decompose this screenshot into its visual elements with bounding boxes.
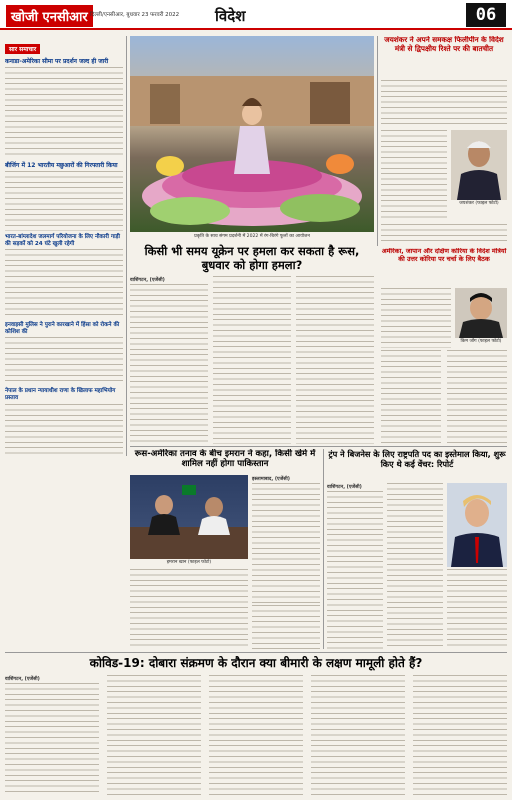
covid-text-col-3	[209, 675, 303, 795]
brief-item-title: बीजिंग में 12 भारतीय मछुआरों की गिरफ्तारी किया	[5, 162, 118, 169]
brief-item-text	[5, 67, 123, 159]
lead-text-col-3	[296, 276, 374, 444]
brief-item-title: कनाडा-अमेरिका सीमा पर प्रदर्शन जल्द ही जारी	[5, 58, 109, 65]
person-portrait-illustration	[447, 483, 507, 567]
flower-woman-illustration	[130, 36, 374, 232]
jaishankar-photo	[451, 130, 507, 200]
brief-item-title: इनवाइसी मुलिस ने पुराने कारखाने में हिंसा को रोकने की कोशिश की	[5, 322, 120, 335]
pakistan-text	[252, 605, 320, 649]
pakistan-headline: रूस-अमेरिका तनाव के बीच इमरान ने कहा, किसी खेमे में शामिल नहीं होगा पाकिस्तान	[134, 449, 316, 470]
korea-text	[381, 350, 441, 444]
trump-photo	[447, 483, 507, 567]
trump-text	[447, 569, 507, 649]
jaishankar-headline: जयशंकर ने अपने समकक्ष फिलीपीन के विदेश मंत्री से द्विपक्षीय रिश्ते पर की बातचीत	[384, 36, 504, 53]
kim-jong-photo	[455, 288, 507, 338]
jaishankar-text	[381, 80, 507, 128]
brief-item-text	[5, 337, 123, 385]
trump-text	[387, 483, 443, 649]
brief-item-title: भारत-बांग्लादेश जलमार्ग परियोजना के लिए नौकारी गाड़ी की सड़कों को 24 घंटे खुली रहेगी	[5, 234, 120, 247]
jaishankar-photo-caption: जयशंकर (फाइल फोटो)	[459, 201, 499, 206]
brief-section-bar: सार समाचार	[5, 44, 40, 54]
covid-story	[5, 655, 507, 797]
trump-text	[327, 491, 383, 649]
lead-story	[130, 244, 374, 444]
flower-festival-photo	[130, 36, 374, 232]
covid-text-col-2	[107, 675, 201, 795]
lead-text-col-1	[130, 284, 208, 444]
trump-story	[327, 449, 507, 649]
lead-text-col-2	[213, 276, 291, 444]
kim-jong-photo-caption: किम जोंग (फाइल फोटो)	[460, 339, 502, 344]
page-number: 06	[466, 3, 506, 27]
pakistan-text	[252, 483, 320, 603]
date-line: दिल्ली/एनसीआर, बुधवार 23 फरवरी 2022	[90, 12, 180, 18]
person-portrait-illustration	[455, 288, 507, 338]
covid-byline: वाशिंगटन, (एजेंसी)	[5, 677, 40, 682]
meeting-illustration	[130, 475, 248, 559]
top-photo-caption: प्रकृति के साथ संगम प्रदर्शनी में 2022 में रंग-बिरंगे फूलों का आयोजन	[194, 234, 310, 239]
korea-text	[447, 350, 507, 444]
pakistan-byline: इस्लामाबाद, (एजेंसी)	[252, 477, 290, 482]
pakistan-text	[130, 569, 248, 649]
lead-headline: किसी भी समय यूक्रेन पर हमला कर सकता है रूस, बुधवार को होगा हमला?	[144, 244, 360, 272]
brief-item-text	[5, 171, 123, 231]
trump-headline: ट्रंप ने बिजनेस के लिए राष्ट्रपति पद का इस्तेमाल किया, शुरू किए थे कई वेंचर: रिपोर्ट	[328, 449, 506, 469]
korea-headline: अमेरिका, जापान और दक्षिण कोरिया के विदेश मंत्रियों की उत्तर कोरिया पर चर्चा के लिए बैठक	[381, 248, 507, 263]
lead-byline: वाशिंगटन, (एजेंसी)	[130, 278, 165, 283]
person-portrait-illustration	[451, 130, 507, 200]
jaishankar-text	[381, 224, 507, 244]
jaishankar-text	[381, 130, 447, 222]
korea-text	[381, 288, 451, 348]
korea-story	[381, 248, 507, 444]
brief-item-title: नेपाल के प्रधान न्यायाधीश राणा के खिलाफ महाभियोग प्रस्ताव	[5, 388, 116, 401]
news-brief-column	[5, 36, 123, 456]
imran-khan-photo-caption: इमरान खान (फाइल फोटो)	[166, 560, 212, 565]
covid-text-col-4	[311, 675, 405, 795]
covid-headline: कोविड-19: दोबारा संक्रमण के दौरान क्या बीमारी के लक्षण मामूली होते हैं?	[89, 656, 423, 670]
section-title: विदेश	[215, 7, 246, 25]
jaishankar-story	[381, 36, 507, 246]
brief-item-text	[5, 404, 123, 456]
covid-text-col-1	[5, 683, 99, 795]
trump-byline: वाशिंगटन, (एजेंसी)	[327, 485, 362, 490]
masthead	[0, 0, 512, 30]
imran-khan-photo	[130, 475, 248, 559]
brief-item-text	[5, 249, 123, 319]
covid-text-col-5	[413, 675, 507, 795]
pakistan-story	[130, 449, 320, 649]
newspaper-logo: खोजी एनसीआर	[6, 5, 93, 27]
